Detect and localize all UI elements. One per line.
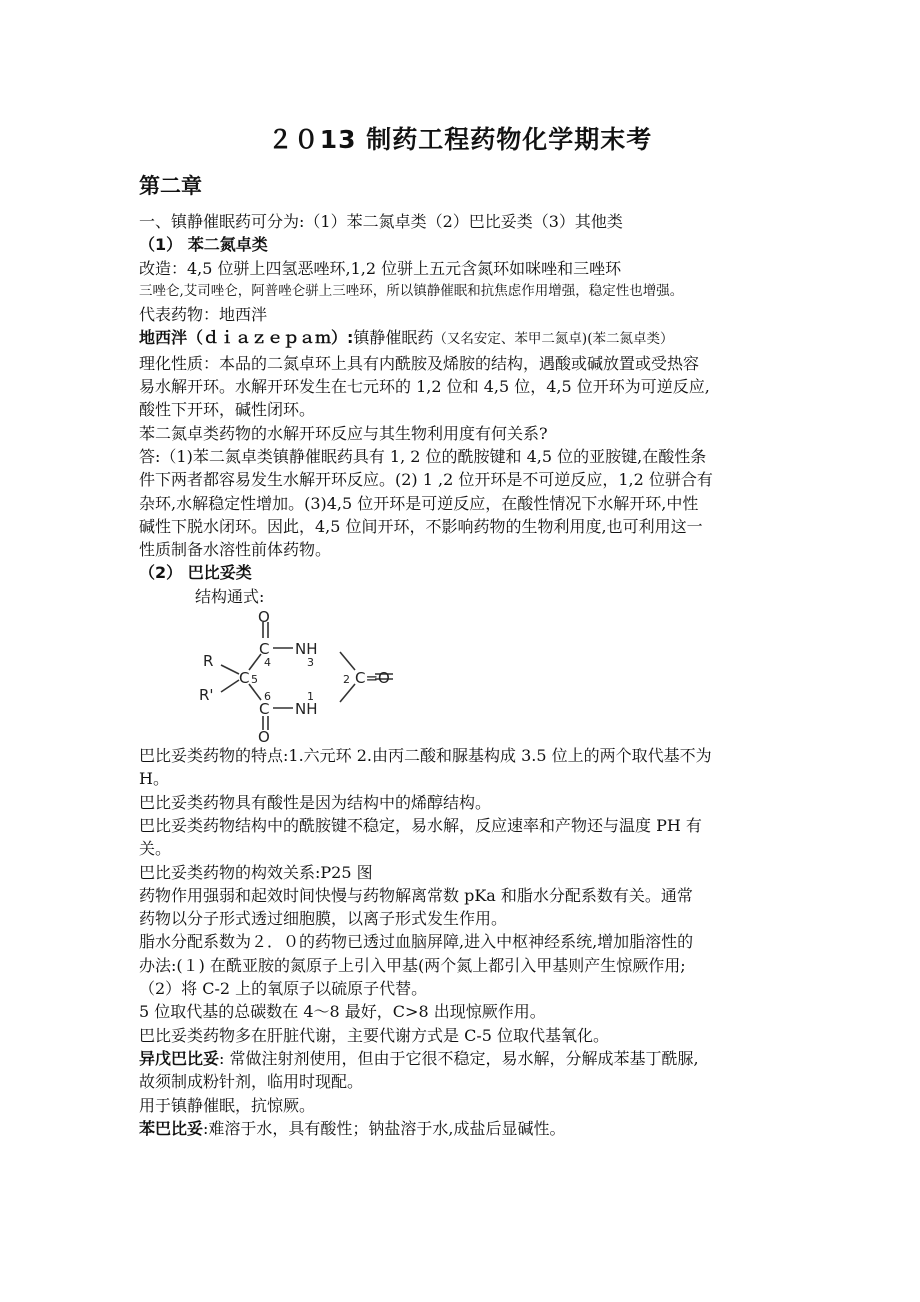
- text-line: 药物作用强弱和起效时间快慢与药物解离常数 pKa 和脂水分配系数有关。通常: [139, 885, 693, 905]
- amobarbital-line: [139, 1047, 789, 1070]
- struct-number: 3: [307, 656, 314, 670]
- intro-line: 一、镇静催眠药可分为:（1）苯二氮卓类（2）巴比妥类（3）其他类: [139, 212, 623, 231]
- document-body: [139, 172, 789, 1140]
- struct-number: 2: [343, 673, 350, 687]
- struct-number: 5: [251, 673, 258, 687]
- struct-atom: NH: [295, 700, 318, 719]
- text-line: 关。: [139, 839, 172, 859]
- structure-label: 结构通式:: [195, 586, 265, 606]
- diazepam-name: 地西泮（ｄｉａｚｅｐａｍ）:: [139, 328, 354, 348]
- text-line: 巴比妥类药物的特点:1.六元环 2.由丙二酸和脲基构成 3.5 位上的两个取代基不为: [139, 746, 712, 766]
- text-line: 5 位取代基的总碳数在 4～8 最好，C>8 出现惊厥作用。: [139, 1002, 546, 1022]
- props-line: 理化性质：本品的二氮卓环上具有内酰胺及烯胺的结构，遇酸或碱放置或受热容: [139, 353, 700, 373]
- section1-heading: （1） 苯二氮卓类: [139, 235, 268, 255]
- struct-atom: O: [258, 610, 270, 627]
- answer-line: 性质制备水溶性前体药物。: [139, 540, 332, 560]
- struct-number: 6: [264, 690, 271, 704]
- struct-atom: R': [199, 686, 214, 705]
- struct-number: 1: [307, 690, 314, 704]
- answer-line: 碱性下脱水闭环。因此，4,5 位间开环，不影响药物的生物利用度,也可利用这一: [139, 516, 703, 536]
- struct-atom: C=O: [355, 669, 390, 688]
- question-line: 苯二氮卓类药物的水解开环反应与其生物利用度有何关系?: [139, 423, 548, 443]
- representative-line: 代表药物：地西泮: [139, 305, 268, 325]
- text-line: 办法:(１) 在酰亚胺的氮原子上引入甲基(两个氮上都引入甲基则产生惊厥作用;: [139, 955, 686, 975]
- text-line: 巴比妥类药物结构中的酰胺键不稳定，易水解，反应速率和产物还与温度 PH 有: [139, 815, 702, 835]
- answer-line: 杂环,水解稳定性增加。(3)4,5 位开环是可逆反应，在酸性情况下水解开环,中性: [139, 493, 699, 513]
- phenobarbital-name: 苯巴比妥: [139, 1118, 204, 1138]
- struct-atom: NH: [295, 640, 318, 659]
- note-line: 三唑仑,艾司唑仑，阿普唑仑骈上三唑环，所以镇静催眠和抗焦虑作用增强，稳定性也增强。: [139, 282, 684, 299]
- struct-atom: C: [239, 669, 250, 688]
- diazepam-desc: 镇静催眠药: [353, 328, 434, 348]
- props-line: 易水解开环。水解开环发生在七元环的 1,2 位和 4,5 位，4,5 位开环为可逆反应,: [139, 377, 710, 397]
- text-line: H。: [139, 769, 169, 789]
- section2-heading: （2） 巴比妥类: [139, 563, 252, 583]
- diazepam-alias: （又名安定、苯甲二氮卓)(苯二氮卓类）: [433, 331, 674, 348]
- chapter-heading: 第二章: [139, 174, 202, 198]
- text-line: 巴比妥类药物具有酸性是因为结构中的烯醇结构。: [139, 792, 492, 812]
- struct-number: 4: [264, 656, 271, 670]
- text-line: 巴比妥类药物多在肝脏代谢，主要代谢方式是 C-5 位取代基氧化。: [139, 1025, 610, 1045]
- amobarbital-desc: : 常做注射剂使用，但由于它很不稳定，易水解，分解成苯基丁酰脲,: [219, 1048, 699, 1068]
- answer-line: 件下两者都容易发生水解开环反应。(2) 1 ,2 位开环是不可逆反应，1,2 位骈合有: [139, 470, 713, 490]
- document-title: ２０13 制药工程药物化学期末考: [267, 125, 653, 154]
- text-line: （2）将 C-2 上的氧原子以硫原子代替。: [139, 979, 428, 999]
- amobarbital-line-2: 故须制成粉针剂，临用时现配。: [139, 1072, 364, 1092]
- text-line: 巴比妥类药物的构效关系:P25 图: [139, 862, 373, 882]
- amobarbital-name: 异戊巴比妥: [139, 1048, 220, 1068]
- answer-line: 答:（1)苯二氮卓类镇静催眠药具有 1, 2 位的酰胺键和 4,5 位的亚胺键,在酸性条: [139, 446, 707, 466]
- props-line: 酸性下开环，碱性闭环。: [139, 400, 316, 420]
- text-line: 脂水分配系数为２．０的药物已透过血脑屏障,进入中枢神经系统,增加脂溶性的: [139, 932, 694, 952]
- phenobarbital-line: [139, 1117, 789, 1140]
- phenobarbital-desc: :难溶于水，具有酸性；钠盐溶于水,成盐后显碱性。: [203, 1118, 566, 1138]
- struct-atom: O: [258, 728, 270, 743]
- struct-atom: C: [259, 700, 270, 719]
- modify-line: 改造：4,5 位骈上四氢恶唑环,1,2 位骈上五元含氮环如咪唑和三唑环: [139, 258, 622, 278]
- structure-figure: [139, 608, 789, 744]
- struct-atom: C: [259, 640, 270, 659]
- struct-atom: R: [203, 652, 214, 671]
- text-line: 药物以分子形式透过细胞膜，以离子形式发生作用。: [139, 909, 508, 929]
- barbiturate-structure: [195, 610, 435, 742]
- diazepam-line: [139, 326, 789, 351]
- amobarbital-use: 用于镇静催眠，抗惊厥。: [139, 1095, 316, 1115]
